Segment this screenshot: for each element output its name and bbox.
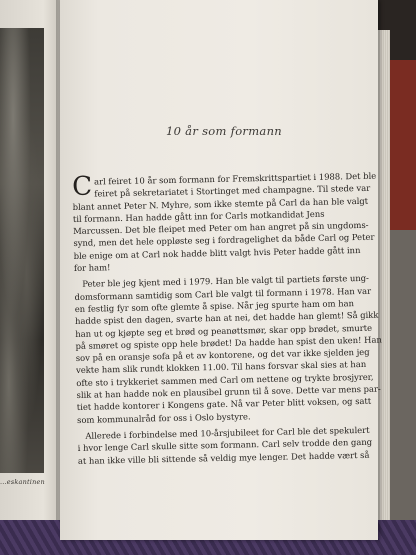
text-line-content: synd, men det hele oppløste seg i fordragelighet da både Carl og Peter bbox=[73, 232, 375, 249]
paragraph bbox=[77, 424, 373, 467]
text-line-content: som kommunalråd for oss i Oslo bystyre. bbox=[76, 410, 251, 425]
text-line-content: Allerede i forbindelse med 10-årsjubileet for Carl ble det spekulert bbox=[85, 424, 370, 441]
body-text bbox=[71, 170, 382, 467]
text-line-content: en festlig fyr som ofte glemte å spise. Når jeg spurte ham om han bbox=[74, 298, 355, 314]
left-page-caption: ...eskantinen bbox=[0, 478, 45, 486]
text-line-content: i hvor lenge Carl skulle sitte som formann. Carl selv trodde den gang bbox=[77, 437, 373, 454]
paragraph bbox=[71, 170, 377, 274]
text-line-content: sov på en oransje sofa på et av kontorene, og det var ikke sjelden jeg bbox=[75, 346, 370, 364]
text-line-content: hadde spist den dagen, svarte han at nei, det hadde han glemt! Så gikk bbox=[74, 309, 379, 327]
text-line-content: han ut og kjøpte seg et brød og peanøttsmør, skar opp brødet, smurte bbox=[75, 322, 373, 339]
text-line-content: Peter ble jeg kjent med i 1979. Han ble valgt til partiets første ung- bbox=[82, 273, 369, 290]
text-line-content: feiret på sekretariatet i Stortinget med champagne. Til stede var bbox=[94, 183, 371, 199]
text-line-content: arl feiret 10 år som formann for Fremskrittspartiet i 1988. Det ble bbox=[93, 170, 377, 187]
text-line-content: ofte sto i trykkeriet sammen med Carl om nettene og trykte brosjyrer, bbox=[76, 371, 374, 388]
text-line-content: tiet hadde kontorer i Kongens gate. Nå var Peter blitt voksen, og satt bbox=[76, 396, 372, 413]
left-page bbox=[0, 0, 62, 555]
text-line-content: vekte ham slik rundt klokken 11.00. Til hans forsvar skal sies at han bbox=[75, 359, 367, 376]
text-line-content: domsformann samtidig som Carl ble valgt til formann i 1978. Han var bbox=[74, 285, 372, 302]
text-line-content: at han ikke ville bli sittende så veldig mye lenger. Det hadde vært så bbox=[77, 449, 370, 466]
chapter-title: 10 år som formann bbox=[165, 124, 283, 138]
text-line-content: Marcussen. Det ble fleipet med Peter om han angret på sin ungdoms- bbox=[73, 219, 369, 237]
text-line-content: for ham! bbox=[73, 262, 111, 274]
text-line-content: til formann. Han hadde gått inn for Carls motkandidat Jens bbox=[72, 208, 325, 224]
text-line-content: blant annet Peter N. Myhre, som ikke stemte på Carl da han ble valgt bbox=[72, 195, 369, 212]
left-page-photo bbox=[0, 28, 44, 473]
text-line-content: ble enige om at Carl nok hadde blitt valgt hvis Peter hadde gått inn bbox=[73, 244, 361, 261]
text-line-content: slik at han hadde nok en plausibel grunn til å sove. Dette var mens par- bbox=[76, 383, 381, 400]
paragraph bbox=[74, 272, 382, 426]
drop-cap: C bbox=[71, 171, 93, 202]
book-cover-red bbox=[388, 60, 416, 230]
book-cover-grey bbox=[388, 230, 416, 530]
text-line-content: på smøret og spiste opp hele brødet! Da hadde han spist den uken! Han bbox=[75, 334, 382, 351]
